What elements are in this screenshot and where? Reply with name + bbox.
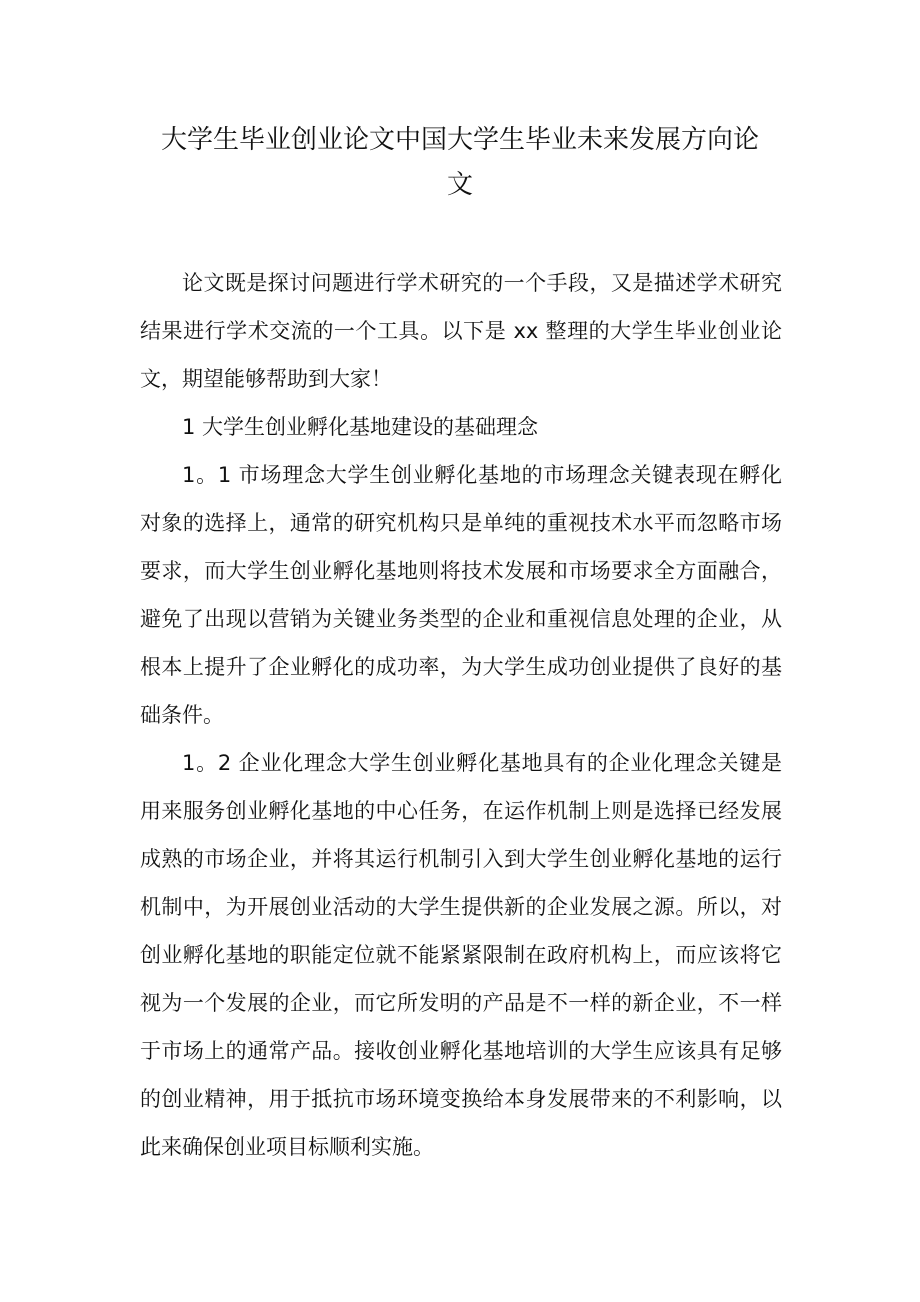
section-heading xyxy=(140,403,782,451)
text-line: 根本上提升了企业孵化的成功率，为大学生成功创业提供了良好的基 xyxy=(140,655,782,679)
text-line: 结果进行学术交流的一个工具。以下是 xx 整理的大学生毕业创业论 xyxy=(140,319,782,343)
text-line: 要求，而大学生创业孵化基地则将技术发展和市场要求全方面融合， xyxy=(140,559,782,583)
document-title xyxy=(130,118,790,208)
text-line: 1。2 企业化理念大学生创业孵化基地具有的企业化理念关键是 xyxy=(182,751,782,775)
text-line: 机制中，为开展创业活动的大学生提供新的企业发展之源。所以，对 xyxy=(140,895,782,919)
text-line: 视为一个发展的企业，而它所发明的产品是不一样的新企业，不一样 xyxy=(140,991,782,1015)
paragraph xyxy=(140,259,782,403)
text-line: 1。1 市场理念大学生创业孵化基地的市场理念关键表现在孵化 xyxy=(182,463,782,487)
text-line: 成熟的市场企业，并将其运行机制引入到大学生创业孵化基地的运行 xyxy=(140,847,782,871)
text-line: 对象的选择上，通常的研究机构只是单纯的重视技术水平而忽略市场 xyxy=(140,511,782,535)
title-line: 大学生毕业创业论文中国大学生毕业未来发展方向论 xyxy=(160,125,759,155)
document-body xyxy=(140,259,782,1171)
text-line: 文，期望能够帮助到大家！ xyxy=(140,367,392,391)
text-line: 创业孵化基地的职能定位就不能紧紧限制在政府机构上，而应该将它 xyxy=(140,943,782,967)
title-line: 文 xyxy=(446,170,473,200)
text-line: 此来确保创业项目标顺利实施。 xyxy=(140,1135,434,1159)
text-line: 1 大学生创业孵化基地建设的基础理念 xyxy=(182,415,539,439)
text-line: 论文既是探讨问题进行学术研究的一个手段，又是描述学术研究 xyxy=(182,271,782,295)
paragraph xyxy=(140,739,782,1171)
text-line: 用来服务创业孵化基地的中心任务，在运作机制上则是选择已经发展 xyxy=(140,799,782,823)
text-line: 础条件。 xyxy=(140,703,224,727)
text-line: 于市场上的通常产品。接收创业孵化基地培训的大学生应该具有足够 xyxy=(140,1039,782,1063)
text-line: 的创业精神，用于抵抗市场环境变换给本身发展带来的不利影响，以 xyxy=(140,1087,782,1111)
paragraph xyxy=(140,451,782,739)
text-line: 避免了出现以营销为关键业务类型的企业和重视信息处理的企业，从 xyxy=(140,607,782,631)
